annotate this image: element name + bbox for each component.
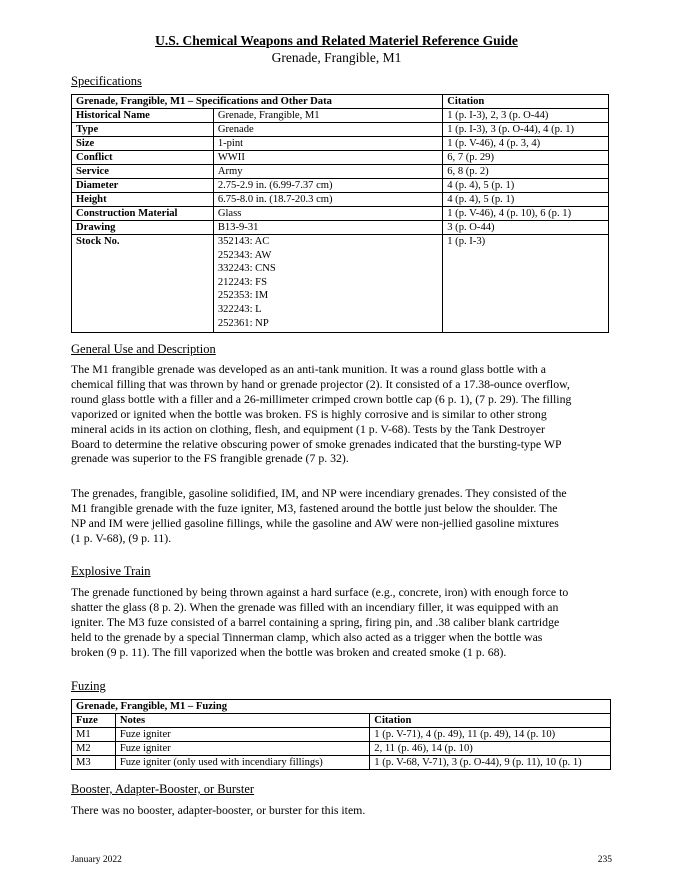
general-use-heading: General Use and Description <box>71 342 216 356</box>
citation-column-header: Citation <box>443 95 609 109</box>
specifications-table-title: Grenade, Frangible, M1 – Specifications and Other Data <box>72 95 443 109</box>
text-line: NP and IM were jellied gasoline fillings, while the gasoline and AW were non-jellied gasoline mixtures <box>71 515 559 530</box>
fuze-citation: 1 (p. V-71), 4 (p. 49), 11 (p. 49), 14 (p. 10) <box>370 728 611 742</box>
spec-label: Diameter <box>72 179 214 193</box>
spec-citation: 6, 8 (p. 2) <box>443 165 609 179</box>
general-use-paragraph-1 <box>71 362 616 466</box>
spec-row <box>72 221 609 235</box>
text-line: held to the grenade by a special Tinnerman clamp, which also acted as a trigger when the bottle was <box>71 629 543 644</box>
spec-value: WWII <box>213 151 442 165</box>
fuze-row <box>72 728 611 742</box>
stock-citation: 1 (p. I-3) <box>443 235 609 333</box>
stock-number: 322243: L <box>217 303 262 315</box>
text-line: round glass bottle with a filler and a 26-millimeter crimped crown bottle cap (6 p. 1), (7 p. 29). The filling <box>71 391 572 406</box>
text-line: The grenade functioned by being thrown against a hard surface (e.g., concrete, iron) with enough force to <box>71 585 569 599</box>
spec-row-stock <box>72 235 609 333</box>
fuze-notes: Fuze igniter <box>115 742 369 756</box>
spec-label: Construction Material <box>72 207 214 221</box>
spec-label: Height <box>72 193 214 207</box>
spec-citation: 3 (p. O-44) <box>443 221 609 235</box>
spec-row <box>72 193 609 207</box>
document-subtitle: Grenade, Frangible, M1 <box>271 50 402 65</box>
spec-row <box>72 179 609 193</box>
spec-value: 1-pint <box>213 137 442 151</box>
text-line: Board to determine the relative obscuring power of smoke grenades indicated that the bursting-type WP <box>71 436 562 451</box>
stock-number: 252343: AW <box>217 249 272 261</box>
spec-label: Historical Name <box>72 109 214 123</box>
specifications-heading: Specifications <box>71 74 142 88</box>
explosive-train-paragraph <box>71 585 616 660</box>
explosive-train-heading: Explosive Train <box>71 564 151 578</box>
spec-citation: 4 (p. 4), 5 (p. 1) <box>443 179 609 193</box>
stock-number: 252361: NP <box>217 317 269 329</box>
stock-number: 332243: CNS <box>217 263 276 275</box>
spec-value: Glass <box>213 207 442 221</box>
general-use-paragraph-2 <box>71 486 616 546</box>
fuze-id: M1 <box>72 728 116 742</box>
specifications-table-header <box>72 95 609 109</box>
text-line: igniter. The M3 fuze consisted of a barrel containing a spring, firing pin, and .38 caliber blank cartridge <box>71 614 560 629</box>
text-line: broken (9 p. 11). The fill vaporized when the bottle was broken and created smoke (1 p. 68). <box>71 644 507 659</box>
spec-value: Grenade <box>213 123 442 137</box>
booster-text: There was no booster, adapter-booster, or burster for this item. <box>71 803 366 817</box>
text-line: The grenades, frangible, gasoline solidified, IM, and NP were incendiary grenades. They consisted of the <box>71 486 567 500</box>
spec-row <box>72 151 609 165</box>
spec-value: 2.75-2.9 in. (6.99-7.37 cm) <box>213 179 442 193</box>
fuze-citation: 1 (p. V-68, V-71), 3 (p. O-44), 9 (p. 11), 10 (p. 1) <box>370 756 611 770</box>
booster-heading: Booster, Adapter-Booster, or Burster <box>71 782 255 796</box>
text-line: grenade was superior to the FS frangible grenade (7 p. 32). <box>71 451 349 466</box>
fuzing-heading: Fuzing <box>71 679 106 693</box>
stock-number: 212243: FS <box>217 276 267 288</box>
fuzing-table-title: Grenade, Frangible, M1 – Fuzing <box>72 700 611 714</box>
spec-row <box>72 207 609 221</box>
spec-label: Size <box>72 137 214 151</box>
spec-row <box>72 165 609 179</box>
notes-column-header: Notes <box>115 714 369 728</box>
footer-date: January 2022 <box>71 855 122 865</box>
fuze-row <box>72 756 611 770</box>
stock-values <box>213 235 442 333</box>
fuze-row <box>72 742 611 756</box>
text-line: shatter the glass (8 p. 2). When the grenade was filled with an incendiary filler, it was equipped with an <box>71 599 559 614</box>
text-line: M1 frangible grenade with the fuze igniter, M3, fastened around the bottle just below the shoulder. The <box>71 500 558 515</box>
text-line: (1 p. V-68), (9 p. 11). <box>71 530 172 545</box>
stock-number: 352143: AC <box>217 236 270 247</box>
spec-value: 6.75-8.0 in. (18.7-20.3 cm) <box>213 193 442 207</box>
spec-label: Conflict <box>72 151 214 165</box>
fuzing-citation-column-header: Citation <box>370 714 611 728</box>
stock-number: 252353: IM <box>217 290 269 302</box>
fuze-notes: Fuze igniter <box>115 728 369 742</box>
fuze-column-header: Fuze <box>72 714 116 728</box>
text-line: The M1 frangible grenade was developed as an anti-tank munition. It was a round glass bottle with a <box>71 362 547 376</box>
fuzing-table-title-row <box>72 700 611 714</box>
spec-citation: 1 (p. V-46), 4 (p. 3, 4) <box>443 137 609 151</box>
spec-row <box>72 123 609 137</box>
spec-row <box>72 137 609 151</box>
spec-citation: 1 (p. V-46), 4 (p. 10), 6 (p. 1) <box>443 207 609 221</box>
footer-page-number: 235 <box>597 855 612 865</box>
spec-label: Drawing <box>72 221 214 235</box>
specifications-table <box>71 94 609 333</box>
spec-label: Type <box>72 123 214 137</box>
spec-row <box>72 109 609 123</box>
fuze-id: M3 <box>72 756 116 770</box>
spec-value: Grenade, Frangible, M1 <box>213 109 442 123</box>
text-line: vaporized or ignited when the bottle was broken. FS is highly corrosive and is similar to other strong <box>71 406 547 421</box>
spec-citation: 1 (p. I-3), 3 (p. O-44), 4 (p. 1) <box>443 123 609 137</box>
fuze-notes: Fuze igniter (only used with incendiary fillings) <box>115 756 369 770</box>
fuze-id: M2 <box>72 742 116 756</box>
spec-citation: 4 (p. 4), 5 (p. 1) <box>443 193 609 207</box>
spec-label: Service <box>72 165 214 179</box>
spec-value: B13-9-31 <box>213 221 442 235</box>
fuzing-table <box>71 699 611 770</box>
text-line: chemical filling that was thrown by hand or grenade projector (2). It consisted of a 17.38-ounce overflow, <box>71 376 570 391</box>
fuzing-table-header <box>72 714 611 728</box>
document-title: U.S. Chemical Weapons and Related Materiel Reference Guide <box>155 33 518 48</box>
spec-citation: 6, 7 (p. 29) <box>443 151 609 165</box>
text-line: mineral acids in its action on clothing, flesh, and equipment (1 p. V-68). Tests by the Tank Destroyer <box>71 421 545 436</box>
stock-label: Stock No. <box>72 235 214 333</box>
spec-value: Army <box>213 165 442 179</box>
fuze-citation: 2, 11 (p. 46), 14 (p. 10) <box>370 742 611 756</box>
spec-citation: 1 (p. I-3), 2, 3 (p. O-44) <box>443 109 609 123</box>
